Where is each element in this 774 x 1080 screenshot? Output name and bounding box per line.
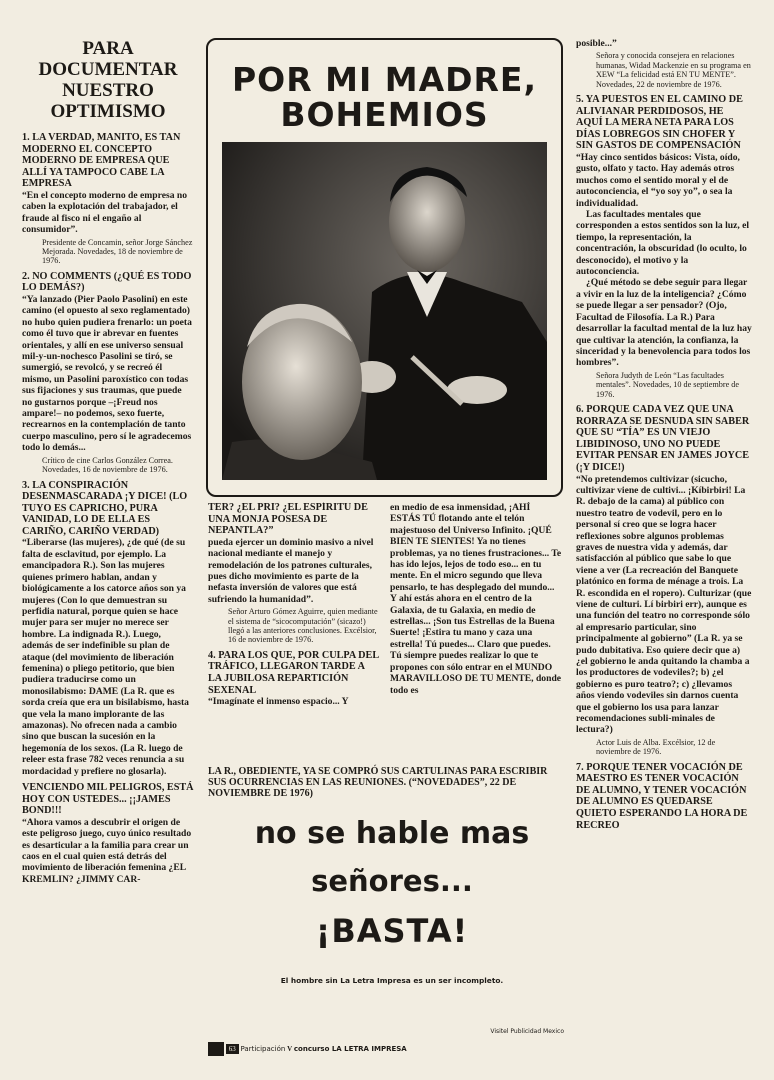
section-2-header: 2. NO COMMENTS (¿QUÉ ES TODO LO DEMÁS?) <box>22 270 192 294</box>
publisher-logo <box>208 1042 224 1056</box>
right-top-attribution: Señora y conocida consejera en relaciones humanas, Widad Mackenzie en su programa en XEW “La felicidad está EN TU MENTE”. Novedades, 22 de noviembre de 1976. <box>596 51 751 89</box>
display-line-3: ¡BASTA! <box>315 912 469 950</box>
column-left <box>22 38 194 1078</box>
section-5-attribution: Señora Judyth de León “Las facultades mentales”. Novedades, 10 de septiembre de 1976. <box>596 370 740 399</box>
photo-box <box>206 38 563 497</box>
section-2-attribution: Crítico de cine Carlos González Correa. Novedades, 16 de noviembre de 1976. <box>42 455 173 475</box>
column-center-left <box>208 502 380 760</box>
continued-header: TER? ¿EL PRI? ¿EL ESPÍRITU DE UNA MONJA POSESA DE NEPANTLA?” <box>208 502 368 537</box>
column-right <box>576 38 752 1078</box>
section-2-quote: “Ya lanzado (Pier Paolo Pasolini) en este camino (el opuesto al sexo reglamentado) no hubo quien pudiera frenarlo: un poeta como él tuvo que ir abrevar en fuentes orientales, y allí en ese universo sensual mil-y-un-nochesco Pasolini se tiró, se sumergió, se revolcó, y se recreó él mismo, un Pasolini paroxístico con todas sus fijaciones y sus traumas, que puede no gustarnos porque –¡Freud nos ampare!– no podemos, sexo fuerte, recrearnos en la contemplación de tanto cuerpo masculino, pero sí le agradecemos todo lo demás... <box>22 294 192 454</box>
section-4-header: 4. PARA LOS QUE, POR CULPA DEL TRÁFICO, LLEGARON TARDE A LA JUBILOSA REPARTICIÓN SEXENAL <box>208 649 379 696</box>
footer-left-text: Participación <box>240 1045 286 1053</box>
page-number: 63 <box>226 1044 239 1054</box>
section-3-attribution: Señor Arturo Gómez Aguirre, quien mediante el sistema de “sicocomputación” (sicazo!) llegó a las anteriores conclusiones. Excélsior, 16 de noviembre de 1976. <box>228 607 378 645</box>
section-5-header: 5. YA PUESTOS EN EL CAMINO DE ALIVIANAR PERDIDOSOS, HE AQUÍ LA MERA NETA PARA LOS DÍAS LOBREGOS SIN CHOFER Y SIN GASTOS DE COMPENSACIÓN <box>576 94 743 152</box>
section-3-subheader: VENCIENDO MIL PELIGROS, ESTÁ HOY CON USTEDES... ¡¡JAMES BOND!!! <box>22 782 194 817</box>
section-1-attribution: Presidente de Concamin, señor Jorge Sánchez Mejorada. Novedades, 18 de noviembre de 1976. <box>42 237 193 266</box>
section-3-header: 3. LA CONSPIRACIÓN DESENMASCARADA ¡Y DICE! (LO TUYO ES CAPRICHO, PURA VANIDAD, LO DE ELLA ES CARIÑO, CARIÑO VERDAD) <box>22 479 188 537</box>
section-5-paragraph-1: “Hay cinco sentidos básicos: Vista, oído, gusto, olfato y tacto. Hay además otros muchos como el sentido moral y el de autoconciencia, el “yo soy yo”, o sea la individualidad. <box>576 152 740 209</box>
display-line-2: señores... <box>311 864 473 898</box>
slogan-text: El hombre sin La Letra Impresa es un ser incompleto. <box>280 976 504 985</box>
photo-image <box>222 142 547 480</box>
photo-title <box>208 62 561 132</box>
section-6-attribution: Actor Luis de Alba. Excélsior, 12 de noviembre de 1976. <box>596 737 716 757</box>
photo-title-line-2: BOHEMIOS <box>280 95 489 134</box>
section-5-paragraph-2: Las facultades mentales que corresponden a estos sentidos son la luz, el tiempo, la representación, la concentración, la obscuridad (lo oculto, lo desconocido), el motivo y la autoconciencia. <box>576 209 750 278</box>
section-4-quote: “Imagínate el inmenso espacio... Y <box>208 696 349 708</box>
section-7-header: 7. PORQUE TENER VOCACIÓN DE MAESTRO ES TENER VOCACIÓN DE ALUMNO, Y TENER VOCACIÓN DE ALUMNO ES QUEDARSE QUIETO ESPERANDO LA HORA DE RECREO <box>576 761 748 831</box>
section-3-quote: “Liberarse (las mujeres), ¿de qué (de su falta de esclavitud, por ejemplo. La emancipadora R.). Son las mujeres quienes primero hablan, andan y biológicamente a los catorce años son ya mujeres (Con lo que demuestran su perfidia natural, porque quien se hace mujer para ser mujer no merece ser hombre. La indignada R.). Luego, además de ser indefinible su plan de ataque (del movimiento de liberación femenina) o pliego petitorio, que bien pudiera traducirse como un monosilabismo: DAME (La R. que es sorda creía que era un bisilabismo, hasta que vela la mano implorante de las amazonas). No ofrecen nada a cambio sino que buscan la sucesión en la hegemonía de los sexos. (La R. luego de releer esta frase 782 veces renuncia a su mordacidad y prefiere no glosarla). <box>22 537 189 777</box>
section-1-quote: “En el concepto moderno de empresa no caben la explotación del trabajador, el fraude al fisco ni el engaño al consumidor”. <box>22 189 188 236</box>
footer-credit: Visitel Publicidad Mexico <box>490 1028 564 1035</box>
footer-v-mark: V <box>287 1045 293 1053</box>
section-6-quote: “No pretendemos cultivizar (sicucho, cultivizar viene de cultivi... ¡Kíbirbiri! La R. debajo de la cama) al público con nuestro teatro de vodevil, pero en lo personal sí creo que se logra hacer reflexiones sobre algunos problemas graves de nuestra vida y además, dar satisfacción al público que sabe lo que viene a ver (La recreación del Banquete platónico en forma de ménage a trois. La R. escondida en el ropero). Culturizar (que viene de culturi. Lí birbiri err), aunque es una función del teatro no corresponde sólo al empresario particular, sino principalmente al gobierno” (La R. ya se pudo dubitativa. Eso quiere decir que a) ¿el gobierno le anda quitando la chamba a los productores de vodeviles?; b) ¿el gobierno es puro teatro?; c) ¿llevamos años viendo vodeviles sin darnos cuenta que el gobierno los usa para lanzar recomendaciones subli-minales de lectura?) <box>576 473 752 736</box>
photo-title-line-1: POR MI MADRE, <box>231 60 537 99</box>
page-title: PARA DOCUMENTAR NUESTRO OPTIMISMO <box>38 38 178 122</box>
right-top-text: posible...” <box>576 38 617 49</box>
page-footer <box>208 1028 564 1064</box>
display-line-1: no se hable mas <box>254 816 530 851</box>
section-3-quote-2: “Ahora vamos a descubrir el origen de este peligroso juego, cuyo único resultado es desarticular a la familia para crear un caos en el cual quien está detrás del movimiento de liberación femenina ¿EL KREMLIN? ¿JIMMY CAR- <box>22 816 192 885</box>
notice-text: LA R., OBEDIENTE, YA SE COMPRÓ SUS CARTULINAS PARA ESCRIBIR SUS OCURRENCIAS EN LAS REUNIONES. (“NOVEDADES”, 22 DE NOVIEMBRE DE 1976) <box>208 766 548 799</box>
section-4-quote-continued: en medio de esa inmensidad, ¡AHÍ ESTÁS TÚ flotando ante el telón majestuoso del Universo Infinito. ¡QUÉ BIEN TE SIENTES! Ya no tienes problemas, ya no tienes frustraciones... Te has ido lejos, lejos de todo eso... en tu mente. En el micro segundo que lleva pensarlo, te has desplegado del mundo... Y ahí estás ahora en el centro de la Galaxia, de tu Galaxia, en medio de estrellas... ¡Son tus Estrellas de la Buena Suerte! ¡Estira tu mano y caza una estrella! Tú puedes... Claro que puedes. Tú siempre puedes realizar lo que te propones con sólo entrar en el MUNDO MARAVILLOSO DE TU MENTE, donde todo es <box>390 502 562 696</box>
section-6-header: 6. PORQUE CADA VEZ QUE UNA RORRAZA SE DESNUDA SIN SABER QUE SU “TÍA” ES UN VIEJO LIBIDINOSO, UNO NO PUEDE EVITAR PENSAR EN JAMES JOYCE (¡Y DICE!) <box>576 403 750 473</box>
section-5-paragraph-3: ¿Qué método se debe seguir para llegar a vivir en la luz de la inteligencia? ¿Cómo se puede llegar a ser pensador? (Ojo, Facultad de Filosofía. La R.) Para desarrollar la facultad mental de la luz hay que cultivar la atención, la confianza, la sinceridad y la benevolencia para todos los hombres”. <box>576 277 752 369</box>
continued-quote: pueda ejercer un dominio masivo a nivel nacional mediante el manejo y remodelación de los patrones culturales, pues dicho movimiento es parte de la nefasta inversión de valores que está sufriendo la humanidad”. <box>208 536 374 605</box>
footer-mid-text: concurso LA LETRA IMPRESA <box>293 1045 407 1053</box>
section-1-header: 1. LA VERDAD, MANITO, ES TAN MODERNO EL CONCEPTO MODERNO DE EMPRESA QUE ALLÍ YA TAMPOCO CABE LA EMPRESA <box>22 132 181 190</box>
column-center-right <box>390 502 562 760</box>
